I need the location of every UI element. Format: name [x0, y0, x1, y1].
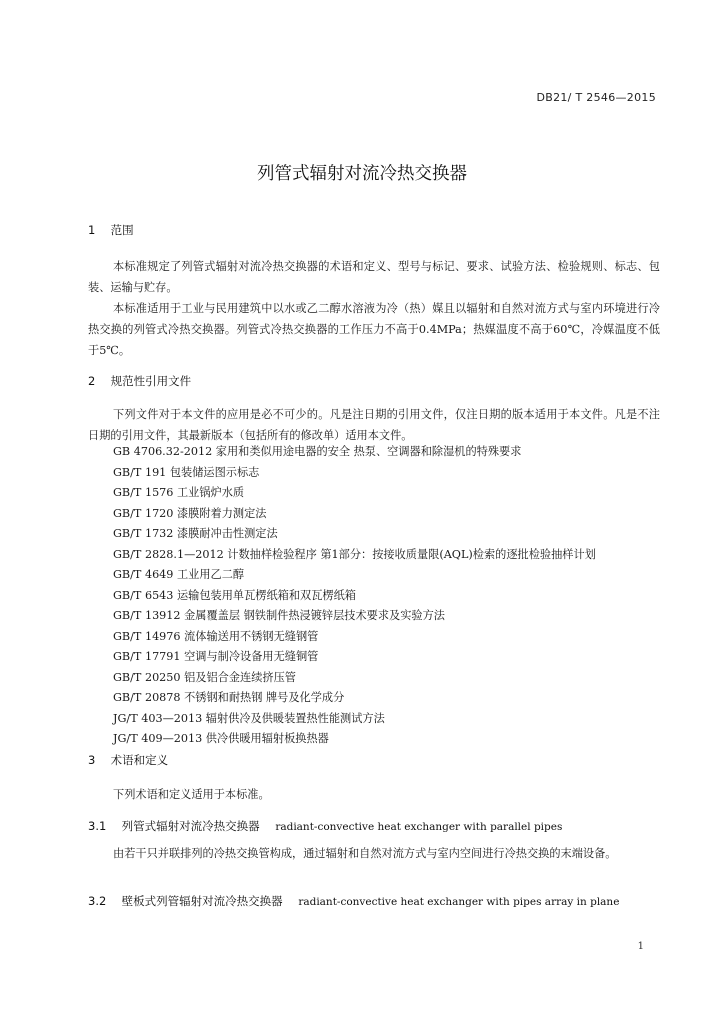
- section-1-heading: [88, 222, 134, 238]
- reference-item: GB/T 20878 不锈钢和耐热钢 牌号及化学成分: [113, 691, 345, 704]
- term-number: 3.1: [88, 819, 107, 833]
- section-number: 2: [88, 374, 96, 388]
- reference-list: [113, 442, 596, 750]
- section-3-heading: [88, 752, 168, 768]
- document-number: DB21/ T 2546—2015: [536, 91, 656, 104]
- scope-paragraph-1: 本标准规定了列管式辐射对流冷热交换器的术语和定义、型号与标记、要求、试验方法、检验规则、标志、包装、运输与贮存。: [88, 260, 660, 294]
- reference-item: GB 4706.32-2012 家用和类似用途电器的安全 热泵、空调器和除湿机的特殊要求: [113, 445, 522, 458]
- reference-item: GB/T 1732 漆膜耐冲击性测定法: [113, 527, 278, 540]
- reference-item: GB/T 1576 工业锅炉水质: [113, 486, 245, 499]
- term-english: radiant-convective heat exchanger with parallel pipes: [275, 821, 563, 833]
- term-3-2-heading: [88, 893, 619, 909]
- reference-item: GB/T 20250 铝及铝合金连续挤压管: [113, 670, 296, 684]
- section-2-heading: [88, 373, 191, 389]
- reference-item: GB/T 13912 金属覆盖层 钢铁制件热浸镀锌层技术要求及实验方法: [113, 609, 445, 622]
- page-title: 列管式辐射对流冷热交换器: [257, 164, 467, 184]
- term-english: radiant-convective heat exchanger with pipes array in plane: [298, 896, 620, 908]
- section-title: 范围: [110, 223, 134, 237]
- reference-item: GB/T 14976 流体输送用不锈钢无缝钢管: [113, 629, 319, 643]
- section-title: 术语和定义: [110, 753, 169, 767]
- term-number: 3.2: [88, 894, 107, 908]
- scope-paragraph-2: 本标准适用于工业与民用建筑中以水或乙二醇水溶液为冷（热）媒且以辐射和自然对流方式与室内环境进行冷热交换的列管式冷热交换器。列管式冷热交换器的工作压力不高于0.4MPa；热媒温度不高于60℃，冷媒温度不低于5℃。: [88, 302, 660, 357]
- reference-item: GB/T 1720 漆膜附着力测定法: [113, 506, 267, 520]
- section-number: 3: [88, 753, 96, 767]
- reference-item: GB/T 2828.1—2012 计数抽样检验程序 第1部分：按接收质量限(AQL)检索的逐批检验抽样计划: [113, 547, 596, 561]
- term-chinese: 列管式辐射对流冷热交换器: [121, 819, 260, 833]
- reference-item: GB/T 191 包装储运图示标志: [113, 465, 260, 479]
- page-number: 1: [637, 941, 644, 952]
- section-number: 1: [88, 223, 96, 237]
- reference-item: GB/T 6543 运输包装用单瓦楞纸箱和双瓦楞纸箱: [113, 588, 356, 602]
- reference-item: JG/T 409—2013 供冷供暖用辐射板换热器: [113, 732, 329, 745]
- reference-item: GB/T 4649 工业用乙二醇: [113, 568, 245, 581]
- term-3-1-definition: 由若干只并联排列的冷热交换管构成，通过辐射和自然对流方式与室内空间进行冷热交换的末端设备。: [113, 847, 617, 860]
- normative-references-intro: 下列文件对于本文件的应用是必不可少的。凡是注日期的引用文件，仅注日期的版本适用于本文件。凡是不注日期的引用文件，其最新版本（包括所有的修改单）适用本文件。: [88, 408, 660, 442]
- term-3-1-heading: [88, 818, 562, 834]
- reference-item: JG/T 403—2013 辐射供冷及供暖装置热性能测试方法: [113, 711, 385, 725]
- term-chinese: 壁板式列管辐射对流冷热交换器: [121, 894, 283, 908]
- section-title: 规范性引用文件: [110, 374, 192, 388]
- reference-item: GB/T 17791 空调与制冷设备用无缝铜管: [113, 650, 319, 663]
- terms-intro: 下列术语和定义适用于本标准。: [113, 788, 270, 801]
